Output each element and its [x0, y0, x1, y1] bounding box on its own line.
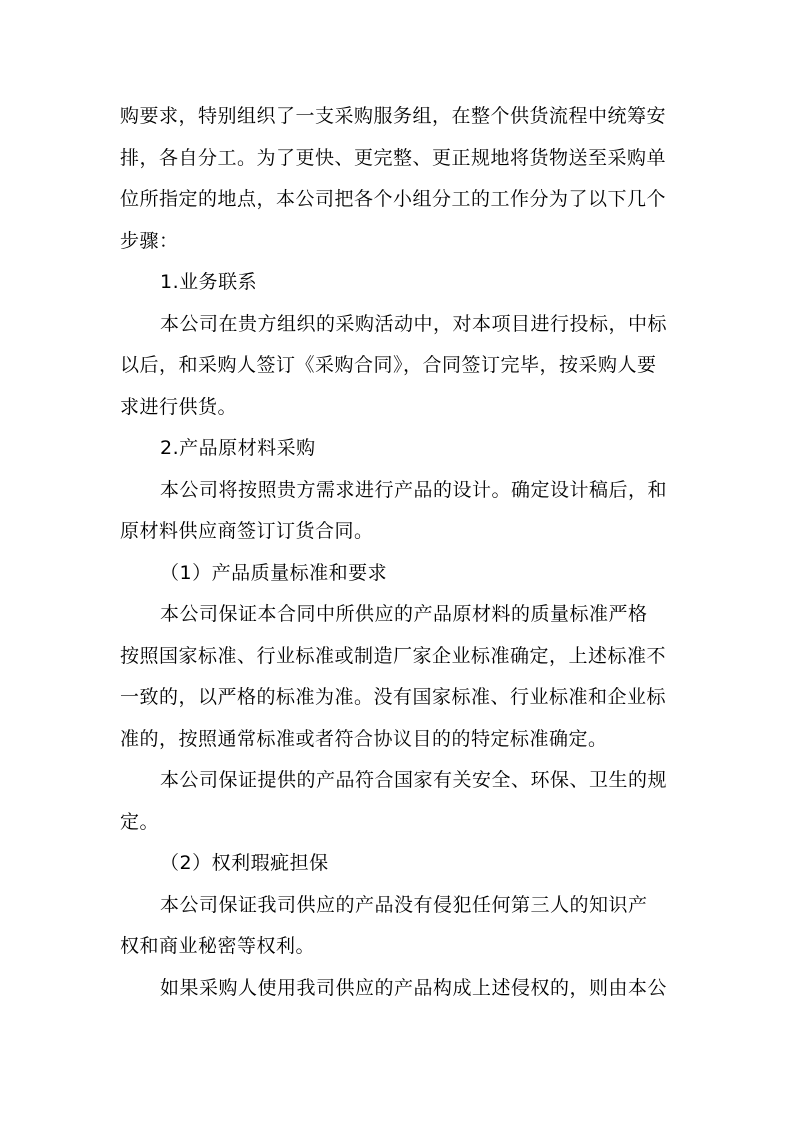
paragraph-line: 一致的，以严格的标准为准。没有国家标准、行业标准和企业标	[120, 686, 667, 708]
document-page	[120, 96, 680, 1009]
paragraph-line: 如果采购人使用我司供应的产品构成上述侵权的，则由本公	[160, 976, 668, 999]
paragraph-line: 按照国家标准、行业标准或制造厂家企业标准确定，上述标准不	[120, 644, 667, 667]
paragraph-line: 以后，和采购人签订《采购合同》，合同签订完毕，按采购人要	[120, 354, 657, 376]
paragraph-line: 排，各自分工。为了更快、更完整、更正规地将货物送至采购单	[120, 146, 667, 169]
paragraph-line: 购要求，特别组织了一支采购服务组，在整个供货流程中统筹安	[120, 105, 667, 127]
paragraph-line: 本公司将按照贵方需求进行产品的设计。确定设计稿后，和	[160, 478, 668, 501]
paragraph-line: 本公司保证提供的产品符合国家有关安全、环保、卫生的规	[160, 769, 668, 791]
section-heading: 2.产品原材料采购	[160, 437, 316, 459]
paragraph-line: 权和商业秘密等权利。	[120, 935, 316, 957]
paragraph-line: 准的，按照通常标准或者符合协议目的的特定标准确定。	[120, 727, 608, 750]
paragraph-line: 本公司保证本合同中所供应的产品原材料的质量标准严格	[160, 603, 648, 625]
paragraph-line: 步骤：	[120, 229, 179, 252]
section-heading: 1.业务联系	[160, 271, 258, 293]
paragraph-line: 本公司保证我司供应的产品没有侵犯任何第三人的知识产	[160, 893, 648, 916]
paragraph-line: 位所指定的地点，本公司把各个小组分工的工作分为了以下几个	[120, 188, 667, 210]
paragraph-line: 求进行供货。	[120, 395, 238, 418]
paragraph-line: 定。	[120, 810, 160, 833]
subsection-heading: （2）权利瑕疵担保	[160, 852, 329, 874]
paragraph-line: 原材料供应商签订订货合同。	[120, 520, 374, 542]
subsection-heading: （1）产品质量标准和要求	[160, 561, 388, 584]
paragraph-line: 本公司在贵方组织的采购活动中，对本项目进行投标，中标	[160, 312, 668, 335]
